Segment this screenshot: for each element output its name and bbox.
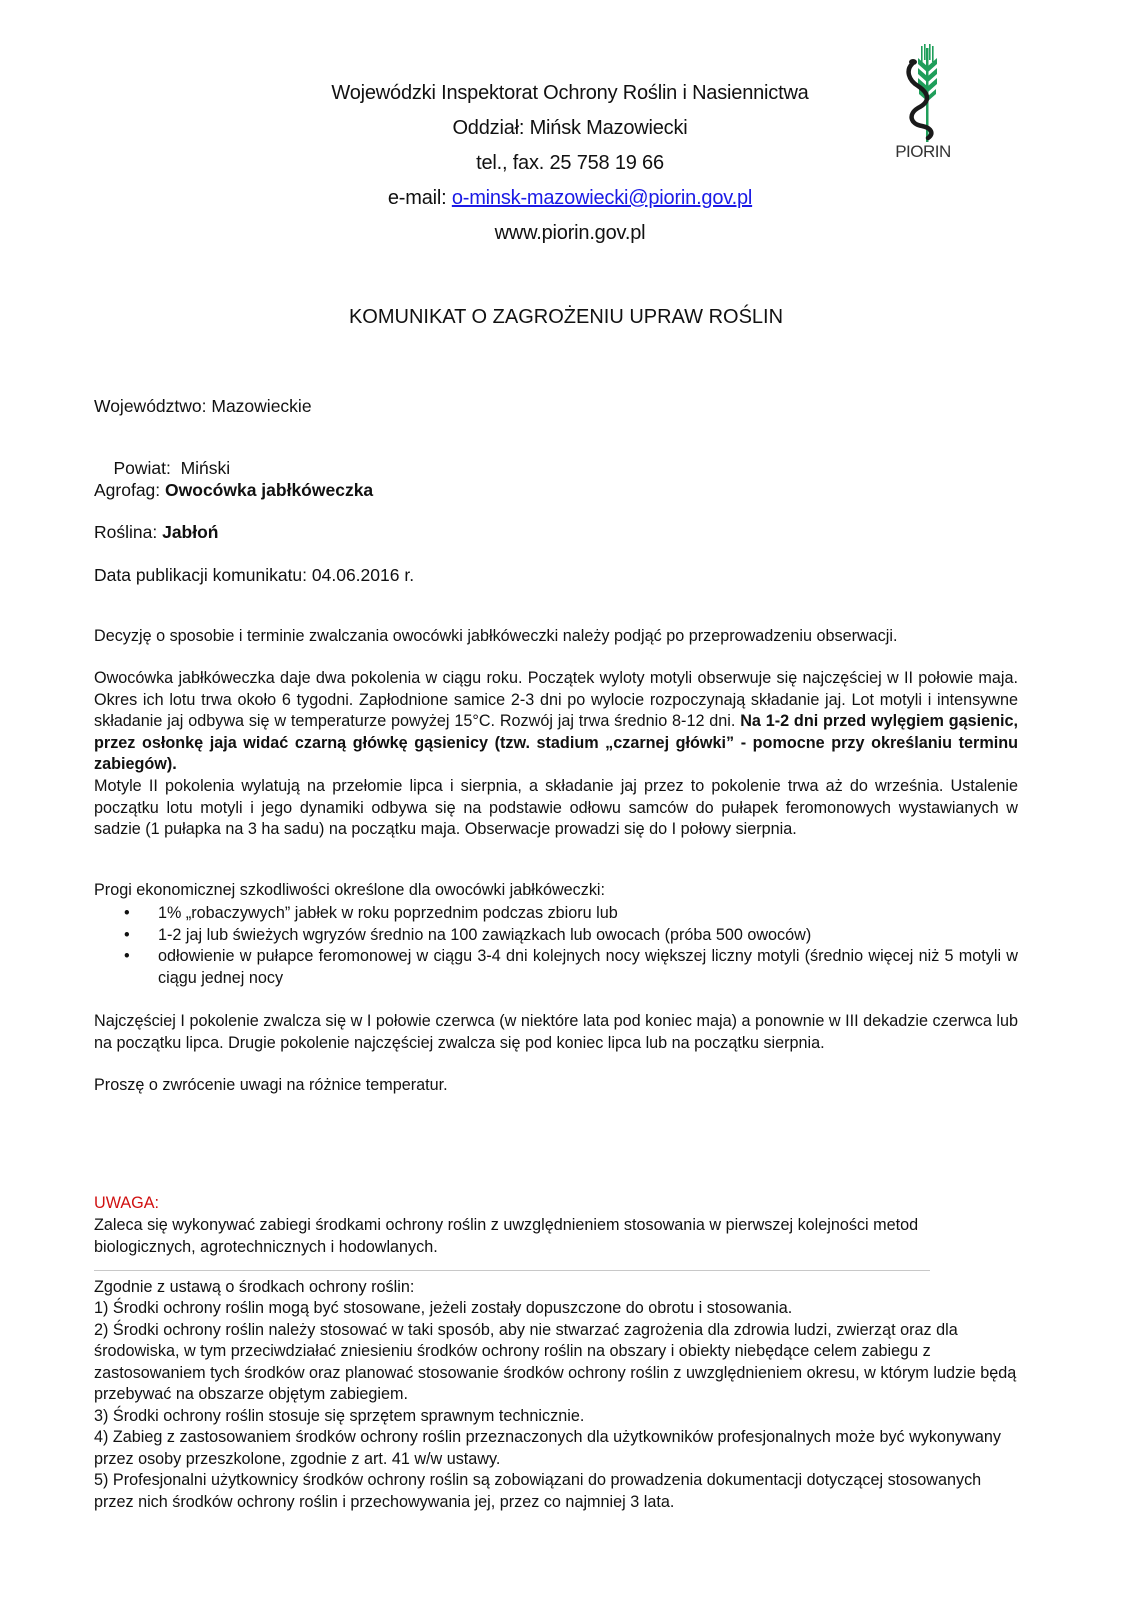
law-list	[94, 1298, 1024, 1513]
county-label: Powiat:	[113, 458, 181, 478]
pest-label: Agrofag:	[94, 480, 166, 500]
pest-field	[94, 480, 373, 501]
thresholds-list	[124, 903, 1018, 989]
law-item: 4) Zabieg z zastosowaniem środków ochrony roślin przeznaczonych dla użytkowników profesjonalnych może być wykonywany przez osoby przeszkolone, zgodnie z art. 41 w/w ustawy.	[94, 1428, 1001, 1468]
warning-label: UWAGA:	[94, 1194, 160, 1212]
thresholds-title: Progi ekonomicznej szkodliwości określone dla owocówki jabłkóweczki:	[94, 881, 606, 899]
biology-text: Owocówka jabłkóweczka daje dwa pokolenia w ciągu roku. Początek wyloty motyli obserwuje się najczęściej w II połowie maja. Okres ich lotu trwa około 6 tygodni. Zapłodnione samice 2-3 dni po wylocie rozpoczynają składanie jaj. Lot motyli i intensywne składanie jaj odbywa się w temperaturze powyżej 15°C. Rozwój jaj trwa średnio 8-12 dni.	[94, 669, 1018, 730]
law-intro: Zgodnie z ustawą o środkach ochrony roślin:	[94, 1278, 415, 1296]
website: www.piorin.gov.pl	[494, 222, 646, 244]
piorin-logo	[888, 40, 958, 170]
pest-value: Owocówka jabłkóweczka	[165, 480, 374, 500]
email-line	[270, 181, 870, 216]
bullet-icon: •	[124, 947, 130, 965]
plant-field	[94, 522, 219, 543]
divider	[94, 1270, 930, 1271]
biology-paragraph	[94, 668, 1018, 776]
voivodeship-value: Mazowieckie	[211, 396, 312, 416]
email-link[interactable]: o-minsk-mazowiecki@piorin.gov.pl	[451, 187, 753, 209]
second-generation-paragraph: Motyle II pokolenia wylatują na przełomie lipca i sierpnia, a składanie jaj przez to pokolenie trwa aż do września. Ustalenie początku lotu motyli i jego dynamiki odbywa się na podstawie odłowu samców do pułapek feromonowych wystawianych w sadzie (1 pułapka na 3 ha sadu) na początku maja. Obserwacje prowadzi się do I połowy sierpnia.	[94, 777, 1018, 838]
list-item: • 1% „robaczywych” jabłek w roku poprzednim podczas zbioru lub	[124, 903, 1018, 925]
law-item: 2) Środki ochrony roślin należy stosować w taki sposób, aby nie stwarzać zagrożenia dla zdrowia ludzi, zwierząt oraz dla środowiska, w tym przeciwdziałać zniesieniu środków ochrony roślin na obszary i obiekty niebędące celem zabiegu z zastosowaniem tych środków oraz planować stosowanie środków ochrony roślin z uwzględnieniem okresu, w którym ludzie będą przebywać na obszarze objętym zabiegiem.	[94, 1320, 1017, 1403]
control-timing-paragraph: Najczęściej I pokolenie zwalcza się w I połowie czerwca (w niektóre lata pod koniec maja) a ponownie w III dekadzie czerwca lub na początku lipca. Drugie pokolenie najczęściej zwalcza się pod koniec lipca lub na początku sierpnia.	[94, 1012, 1018, 1052]
bullet-icon: •	[124, 904, 130, 922]
black-head-stage-note: Na 1-2 dni przed wylęgiem gąsienic, przez osłonkę jaja widać czarną główkę gąsienicy (tzw. stadium „czarnej główki” - pomocne przy określaniu terminu zabiegów).	[94, 712, 1018, 773]
county-value: Miński	[180, 458, 231, 478]
law-item: 3) Środki ochrony roślin stosuje się sprzętem sprawnym technicznie.	[94, 1406, 585, 1425]
branch-name: Oddział: Mińsk Mazowiecki	[452, 117, 688, 139]
list-item: • 1-2 jaj lub świeżych wgryzów średnio na 100 zawiązkach lub owocach (próba 500 owoców)	[124, 925, 1018, 947]
law-item: 5) Profesjonalni użytkownicy środków ochrony roślin są zobowiązani do prowadzenia dokumentacji dotyczącej stosowanych przez nich środków ochrony roślin i przechowywania jej, przez co najmniej 3 lata.	[94, 1471, 982, 1511]
bullet-icon: •	[124, 925, 130, 944]
date-label: Data publikacji komunikatu:	[94, 565, 312, 585]
email-label: e-mail:	[387, 187, 452, 209]
publication-date-field	[94, 565, 414, 586]
logo-text: PIORIN	[895, 142, 951, 161]
wheat-snake-icon	[888, 40, 958, 145]
plant-label: Roślina:	[94, 522, 163, 542]
warning-text: Zaleca się wykonywać zabiegi środkami ochrony roślin z uwzględnieniem stosowania w pierwszej kolejności metod biologicznych, agrotechnicznych i hodowlanych.	[94, 1216, 919, 1256]
list-item: • odłowienie w pułapce feromonowej w ciągu 3-4 dni kolejnych nocy większej liczny motyli (średnio więcej niż 5 motyli w ciągu jednej nocy	[124, 947, 1018, 987]
date-value: 04.06.2016 r.	[311, 565, 415, 585]
voivodeship-field	[94, 396, 312, 417]
phone-fax: tel., fax. 25 758 19 66	[476, 152, 664, 174]
temperature-note: Proszę o zwrócenie uwagi na różnice temperatur.	[94, 1076, 448, 1094]
law-item: 1) Środki ochrony roślin mogą być stosowane, jeżeli zostały dopuszczone do obrotu i stosowania.	[94, 1299, 793, 1317]
organization-name: Wojewódzki Inspektorat Ochrony Roślin i Nasiennictwa	[331, 82, 809, 104]
decision-paragraph: Decyzję o sposobie i terminie zwalczania owocówki jabłkóweczki należy podjąć po przeprowadzeniu obserwacji.	[94, 627, 898, 645]
page-title: KOMUNIKAT O ZAGROŻENIU UPRAW ROŚLIN	[348, 306, 784, 328]
letterhead	[270, 76, 870, 251]
plant-value: Jabłoń	[162, 522, 219, 542]
voivodeship-label: Województwo:	[94, 396, 212, 416]
